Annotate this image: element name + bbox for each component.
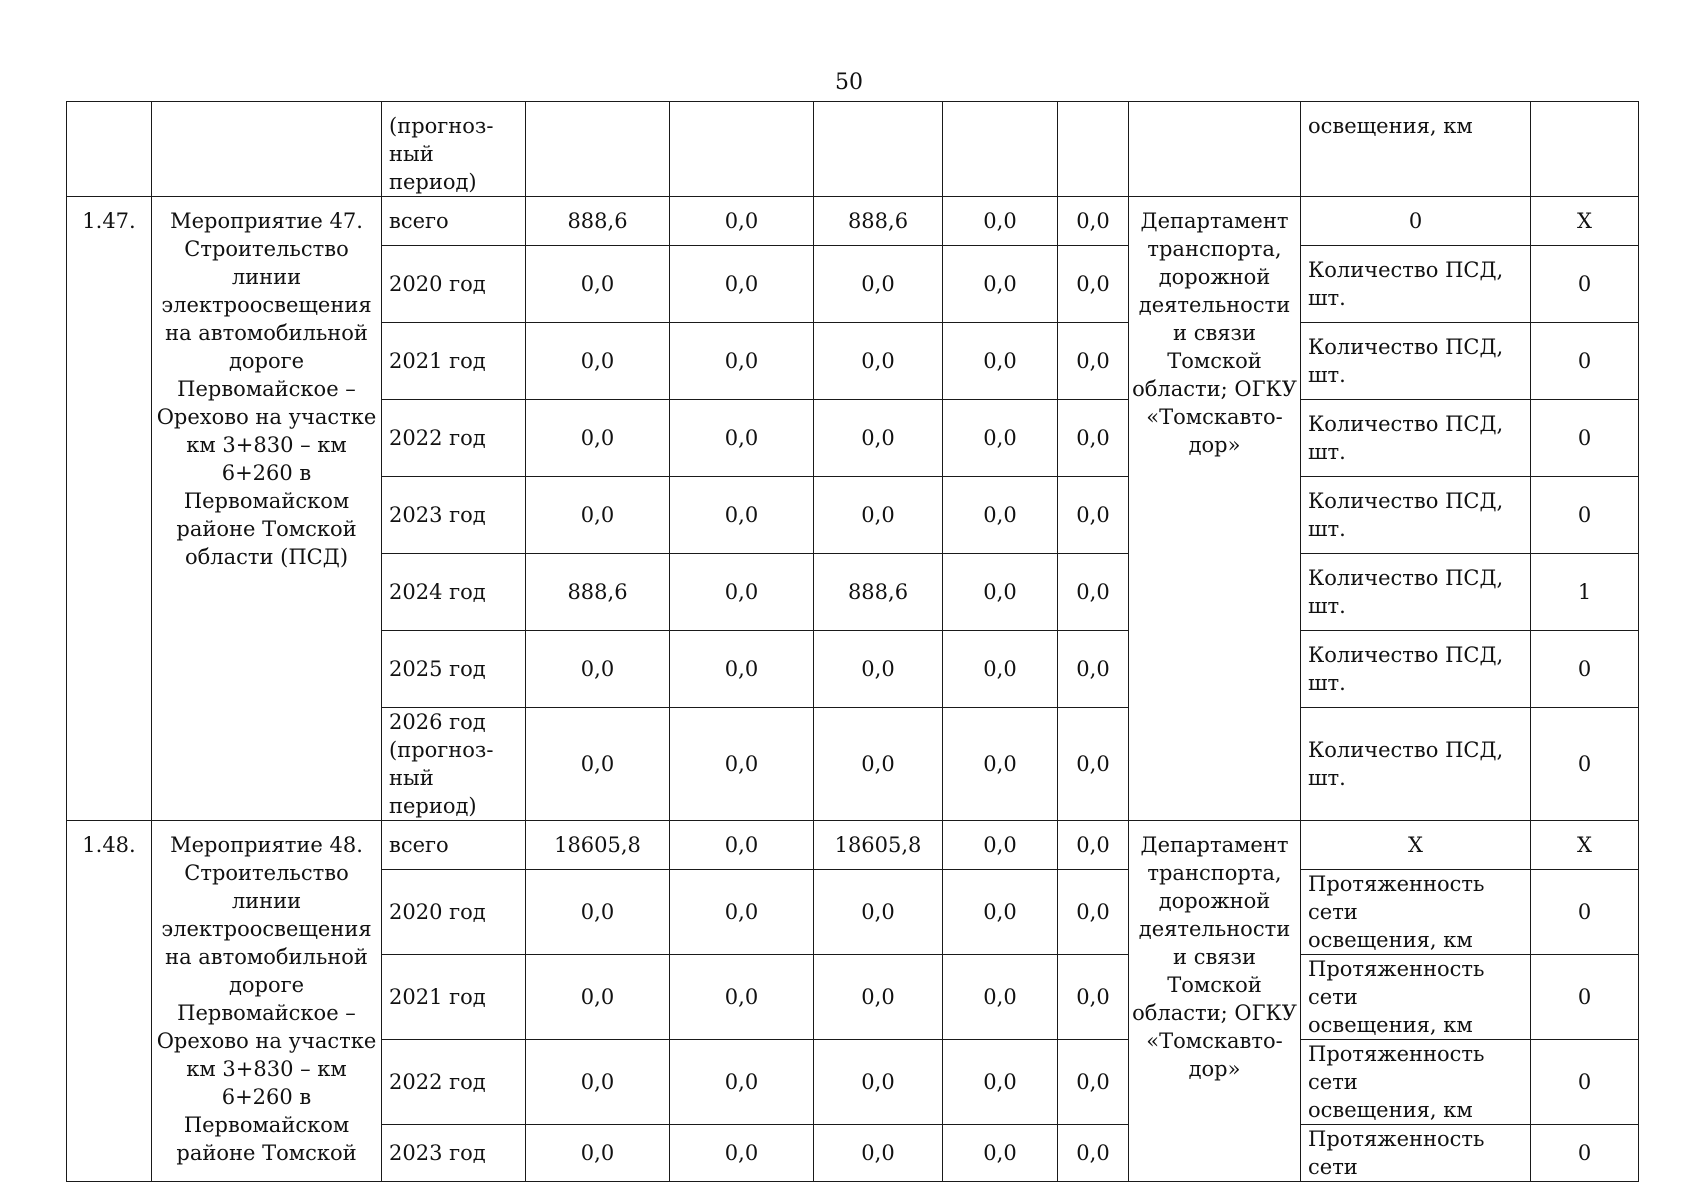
value-cell [1058, 102, 1129, 197]
value-cell: 0,0 [943, 1125, 1058, 1182]
period-text: (прогноз- [389, 738, 494, 762]
number-cell [67, 102, 152, 197]
indicator-text: Количество ПСД, [1308, 258, 1504, 282]
value-cell: 0,0 [1058, 870, 1129, 955]
value-cell: 0,0 [670, 1125, 814, 1182]
indicator-text: Протяженность сети [1308, 872, 1485, 924]
value-cell: 0,0 [814, 323, 943, 400]
value-cell: 0,0 [943, 708, 1058, 821]
value-cell: 0,0 [526, 955, 670, 1040]
value-cell: 0,0 [943, 197, 1058, 246]
period-text: всего [389, 209, 449, 233]
indicator-value-cell: 0 [1531, 870, 1639, 955]
indicator-text: 0 [1408, 209, 1423, 233]
indicator-value-cell: 0 [1531, 955, 1639, 1040]
period-cell [382, 708, 526, 821]
indicator-value-cell: 0 [1531, 323, 1639, 400]
table-body [67, 102, 1639, 1182]
indicator-text: шт. [1308, 286, 1346, 310]
indicator-cell [1301, 197, 1531, 246]
period-cell [382, 1040, 526, 1125]
period-text: 2021 год [389, 985, 486, 1009]
indicator-value-cell: X [1531, 197, 1639, 246]
indicator-value-cell: 1 [1531, 554, 1639, 631]
event-name-cell: Мероприятие 48. Строительство линии электроосвещения на автомобильной дороге Первомайское – Орехово на участке км 3+830 – км 6+260 в Первомайском районе Томской [152, 821, 382, 1182]
value-cell: 0,0 [670, 955, 814, 1040]
value-cell: 0,0 [670, 821, 814, 870]
indicator-text: освещения, км [1308, 1013, 1473, 1037]
indicator-text: освещения, км [1308, 114, 1473, 138]
value-cell: 0,0 [670, 400, 814, 477]
value-cell: 0,0 [943, 554, 1058, 631]
period-text: 2020 год [389, 900, 486, 924]
value-cell: 0,0 [670, 323, 814, 400]
period-text: 2020 год [389, 272, 486, 296]
period-cell [382, 197, 526, 246]
value-cell [670, 102, 814, 197]
value-cell: 0,0 [526, 631, 670, 708]
value-cell: 0,0 [1058, 1040, 1129, 1125]
event-name-cell [152, 102, 382, 197]
value-cell: 0,0 [670, 477, 814, 554]
indicator-text: шт. [1308, 671, 1346, 695]
value-cell: 0,0 [526, 870, 670, 955]
indicator-text: шт. [1308, 766, 1346, 790]
value-cell [814, 102, 943, 197]
indicator-cell [1301, 246, 1531, 323]
executor-cell [1129, 102, 1301, 197]
indicator-value-cell: 0 [1531, 708, 1639, 821]
period-text: (прогноз- [389, 114, 494, 138]
value-cell: 0,0 [943, 400, 1058, 477]
indicator-value-cell: 0 [1531, 631, 1639, 708]
indicator-cell [1301, 955, 1531, 1040]
value-cell [943, 102, 1058, 197]
value-cell: 0,0 [814, 708, 943, 821]
value-cell: 0,0 [670, 246, 814, 323]
period-cell [382, 631, 526, 708]
value-cell: 0,0 [670, 870, 814, 955]
indicator-cell [1301, 708, 1531, 821]
period-cell [382, 323, 526, 400]
value-cell: 0,0 [670, 708, 814, 821]
value-cell: 0,0 [1058, 631, 1129, 708]
indicator-cell [1301, 554, 1531, 631]
indicator-text: Количество ПСД, [1308, 412, 1504, 436]
value-cell: 0,0 [670, 554, 814, 631]
value-cell: 0,0 [943, 870, 1058, 955]
indicator-cell [1301, 400, 1531, 477]
value-cell: 0,0 [814, 955, 943, 1040]
value-cell: 0,0 [526, 400, 670, 477]
period-cell [382, 554, 526, 631]
value-cell: 0,0 [1058, 197, 1129, 246]
value-cell: 0,0 [1058, 477, 1129, 554]
period-text: 2023 год [389, 1141, 486, 1165]
indicator-value-cell: 0 [1531, 246, 1639, 323]
value-cell [526, 102, 670, 197]
value-cell: 0,0 [943, 1040, 1058, 1125]
indicator-text: шт. [1308, 363, 1346, 387]
indicator-text: Количество ПСД, [1308, 489, 1504, 513]
period-cell [382, 1125, 526, 1182]
indicator-value-cell: 0 [1531, 1125, 1639, 1182]
value-cell: 0,0 [943, 323, 1058, 400]
period-text: всего [389, 833, 449, 857]
value-cell: 0,0 [670, 197, 814, 246]
indicator-text: Протяженность сети [1308, 1042, 1485, 1094]
indicator-text: Количество ПСД, [1308, 643, 1504, 667]
value-cell: 0,0 [670, 1040, 814, 1125]
value-cell: 0,0 [814, 1040, 943, 1125]
indicator-text: Количество ПСД, [1308, 566, 1504, 590]
period-text: 2022 год [389, 426, 486, 450]
value-cell: 0,0 [943, 246, 1058, 323]
indicator-value-cell: 0 [1531, 1040, 1639, 1125]
period-cell [382, 477, 526, 554]
indicator-cell [1301, 870, 1531, 955]
value-cell: 0,0 [814, 400, 943, 477]
value-cell: 0,0 [814, 870, 943, 955]
value-cell: 0,0 [814, 477, 943, 554]
value-cell: 0,0 [814, 246, 943, 323]
table-row [67, 197, 1639, 246]
value-cell: 0,0 [814, 631, 943, 708]
period-cell [382, 870, 526, 955]
period-text: 2025 год [389, 657, 486, 681]
period-text: ный период) [389, 142, 477, 194]
indicator-cell [1301, 821, 1531, 870]
indicator-cell [1301, 323, 1531, 400]
period-cell [382, 955, 526, 1040]
indicator-text: Протяженность сети [1308, 1127, 1485, 1179]
executor-cell: Департамент транспорта, дорожной деятельности и связи Томской области; ОГКУ «Томскавто-дор» [1129, 197, 1301, 821]
value-cell: 0,0 [1058, 323, 1129, 400]
value-cell: 0,0 [526, 477, 670, 554]
indicator-value-cell [1531, 102, 1639, 197]
indicator-cell [1301, 631, 1531, 708]
indicator-cell [1301, 102, 1531, 197]
value-cell: 0,0 [526, 246, 670, 323]
value-cell: 0,0 [1058, 821, 1129, 870]
event-name-cell: Мероприятие 47. Строительство линии электроосвещения на автомобильной дороге Первомайское – Орехово на участке км 3+830 – км 6+260 в Первомайском районе Томской области (ПСД) [152, 197, 382, 821]
indicator-text: шт. [1308, 440, 1346, 464]
period-text: 2022 год [389, 1070, 486, 1094]
continuation-row [67, 102, 1639, 197]
value-cell: 0,0 [943, 631, 1058, 708]
indicator-text: Количество ПСД, [1308, 335, 1504, 359]
value-cell: 0,0 [1058, 554, 1129, 631]
value-cell: 0,0 [1058, 1125, 1129, 1182]
value-cell: 888,6 [526, 197, 670, 246]
executor-cell: Департамент транспорта, дорожной деятельности и связи Томской области; ОГКУ «Томскавто-дор» [1129, 821, 1301, 1182]
value-cell: 0,0 [526, 1040, 670, 1125]
period-cell [382, 102, 526, 197]
indicator-text: освещения, км [1308, 928, 1473, 952]
indicator-cell [1301, 477, 1531, 554]
value-cell: 888,6 [526, 554, 670, 631]
value-cell: 0,0 [943, 477, 1058, 554]
indicator-text: шт. [1308, 594, 1346, 618]
period-text: 2021 год [389, 349, 486, 373]
value-cell: 0,0 [943, 955, 1058, 1040]
value-cell: 0,0 [526, 323, 670, 400]
period-cell [382, 400, 526, 477]
indicator-text: шт. [1308, 517, 1346, 541]
value-cell: 888,6 [814, 554, 943, 631]
indicator-text: Количество ПСД, [1308, 738, 1504, 762]
indicator-cell [1301, 1125, 1531, 1182]
period-text: 2026 год [389, 710, 486, 734]
program-events-table [66, 101, 1639, 1182]
event-number-cell: 1.47. [67, 197, 152, 821]
value-cell: 18605,8 [814, 821, 943, 870]
indicator-text: освещения, км [1308, 1098, 1473, 1122]
period-cell [382, 821, 526, 870]
value-cell: 0,0 [1058, 708, 1129, 821]
indicator-value-cell: 0 [1531, 400, 1639, 477]
indicator-text: X [1408, 833, 1423, 857]
value-cell: 0,0 [670, 631, 814, 708]
value-cell: 0,0 [1058, 955, 1129, 1040]
value-cell: 888,6 [814, 197, 943, 246]
value-cell: 0,0 [1058, 246, 1129, 323]
indicator-cell [1301, 1040, 1531, 1125]
period-text: 2023 год [389, 503, 486, 527]
value-cell: 18605,8 [526, 821, 670, 870]
indicator-value-cell: 0 [1531, 477, 1639, 554]
indicator-value-cell: X [1531, 821, 1639, 870]
value-cell: 0,0 [943, 821, 1058, 870]
table-row [67, 821, 1639, 870]
indicator-text: Протяженность сети [1308, 957, 1485, 1009]
value-cell: 0,0 [1058, 400, 1129, 477]
value-cell: 0,0 [814, 1125, 943, 1182]
period-text: 2024 год [389, 580, 486, 604]
value-cell: 0,0 [526, 1125, 670, 1182]
period-text: ный период) [389, 766, 477, 818]
page-number: 50 [835, 70, 863, 95]
period-cell [382, 246, 526, 323]
event-number-cell: 1.48. [67, 821, 152, 1182]
value-cell: 0,0 [526, 708, 670, 821]
